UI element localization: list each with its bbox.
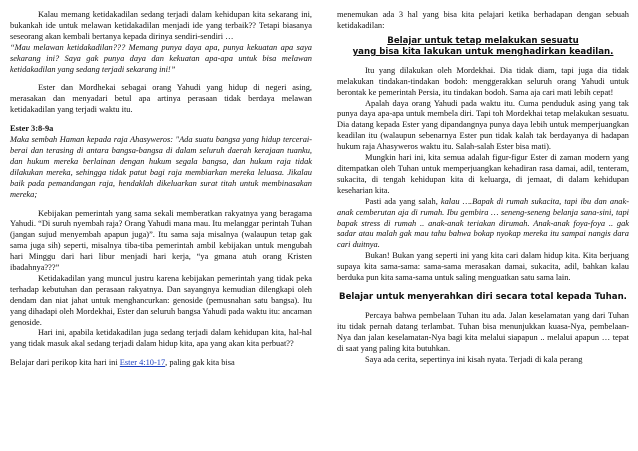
genocide-paragraph: Ketidakadilan yang muncul justru karena kebijakan pemerintah yang tidak peka terhadap kebutuhan dan perasaan rakyatnya. Dan sayangnya kemudian dilengkapi oleh dendam dan niat jahat untuk menghancurkan: genoside (pemusnahan satu bangsa). Itu yang dihadapi oleh Mordekhai, Ester dan seluruh bangsa Yahudi pada waktu itu: ancaman genoside.	[10, 273, 312, 327]
rhetorical-quote: “Mau melawan ketidakadilan??? Memang punya daya apa, punya kekuatan apa saya sekarang ini? Saya gak punya daya dan kekuatan apa-apa untuk bisa melawan ketidakadilan yang sedang terjadi sekarang ini!”	[10, 42, 312, 74]
mordekhai-action-paragraph: Itu yang dilakukan oleh Mordekhai. Dia tidak diam, tapi juga dia tidak melakukan tindakan-tindakan bodoh: menggerakkan seluruh orang Yahudi untuk berontak ke pemerintah Persia, itu tindakan bodoh. Sama aja cari mati lebih cepat!	[337, 65, 629, 97]
verse-reference: Ester 3:8-9a	[10, 124, 54, 134]
ester-mordekhai-paragraph: Ester dan Mordhekai sebagai orang Yahudi yang hidup di negeri asing, merasakan dan menyadari betul apa artinya perasaan tidak berdaya melawan ketidakadilan yang terjadi waktu itu.	[10, 83, 312, 115]
lesson-intro-text: Belajar dari perikop kita hari ini	[10, 358, 120, 368]
policy-paragraph: Kebijakan pemerintah yang sama sekali memberatkan rakyatnya yang beragama Yahudi. “Di suruh nyembah raja? Orang Yahudi mana mau. Itu melanggar perintah Tuhan (jangan sujud menyembah apapun juga)”. Itu sama saja misalnya (walaupun tetap gak sama juga sih) seperti, misalnya tiba-tiba pemerintah ambil kebijakan untuk mengubah hari Minggu dari hari libur menjadi hari kerja, “ya gmana atuh orang Kristen ibadahnya???”	[10, 208, 312, 273]
left-column	[10, 10, 312, 369]
family-paragraph-italic: kalau ….Bapak di rumah sukacita, tapi ibu dan anak-anak cemberutan aja di rumah. Ibu gembira … seneng-seneng belanja sana-sini, tapi bapak stress di rumah .. anak-anak teriakan dirumah. Anak-anak foya-foya .. gak sadar atau malah gak mau tahu bahwa bokap nyokap mereka itu sampai nangis dara cari duitnya.	[337, 196, 630, 250]
story-paragraph: Saya ada cerita, sepertinya ini kisah nyata. Terjadi di kala perang	[365, 354, 583, 364]
jewish-people-paragraph: Apalah daya orang Yahudi pada waktu itu. Cuma penduduk asing yang tak punya daya apa-apa untuk membela diri. Tapi toh Mordekhai tetap melakukan sesuatu. Dia datang kepada Ester yang dipandangnya punya daya lebih untuk memperjuangkan keadilan itu (walaupun sebenarnya Ester pun tidak kalah tak berdayanya di hadapan hukum raja Ahasyweros waktu itu. Salah-salah Ester bisa mati).	[337, 98, 629, 152]
question-paragraph: Hari ini, apabila ketidakadilan juga sedang terjadi dalam kehidupan kita, hal-hal yang tidak masuk akal sedang terjadi dalam hidup kita, apa yang akan kita perbuat??	[10, 328, 312, 349]
verse-text: Maka sembah Haman kepada raja Ahasyweros: "Ada suatu bangsa yang hidup tercerai-berai dan terasing di antara bangsa-bangsa di dalam seluruh daerah kerajaan tuanku, dan hukum mereka berlainan dengan hukum segala bangsa, dan hukum raja tidak dilakukan mereka, sehingga tidak patut bagi raja membiarkan mereka leluasa. Jikalau baik pada pemandangan raja, hendaklah dikeluarkan surat titah untuk membinasakan mereka;	[10, 135, 312, 199]
heading-lesson-two: Belajar untuk menyerahkan diri secara total kepada Tuhan.	[339, 291, 627, 302]
three-lessons-paragraph: menemukan ada 3 hal yang bisa kita pelajari ketika berhadapan dengan sebuah ketidakadilan:	[337, 10, 629, 30]
heading-lesson-one-line1: Belajar untuk tetap melakukan sesuatu	[387, 35, 579, 46]
lesson-intro-paragraph	[10, 358, 312, 369]
heading-lesson-one-line2: yang bisa kita lakukan untuk menghadirkan keadilan.	[352, 46, 614, 57]
heading-lesson-one	[337, 36, 629, 58]
scripture-link[interactable]: Ester 4:10-17	[119, 358, 166, 368]
family-paragraph	[337, 197, 629, 252]
intro-paragraph: Kalau memang ketidakadilan sedang terjadi dalam kehidupan kita sekarang ini, bukankah ide untuk melawan ketidakadilan menjadi ide yang terbaik?? Tetapi biasanya seseorang akan kembali bertanya kepada dirinya sendiri-sendiri …	[10, 10, 312, 41]
lesson-intro-tail: , paling gak kita bisa	[165, 358, 235, 368]
modern-ester-paragraph: Mungkin hari ini, kita semua adalah figur-figur Ester di zaman modern yang ditempatkan oleh Tuhan untuk memperjuangkan kehadiran rasa damai, adil, tenteram, sukacita, di tengah kehidupan kita di keluarga, di jemaat, di dalam kehidupan keseharian kita.	[337, 153, 629, 195]
together-paragraph: Bukan! Bukan yang seperti ini yang kita cari dalam hidup kita. Kita berjuang supaya kita sama-sama: sama-sama merasakan damai, sukacita, adil, bahkan kalau berduka pun kita sama-sama untuk saling menguatkan satu sama lain.	[337, 251, 629, 283]
right-column	[337, 10, 629, 365]
family-paragraph-lead: Pasti ada yang salah,	[365, 196, 441, 206]
faith-paragraph: Percaya bahwa pembelaan Tuhan itu ada. Jalan keselamatan yang dari Tuhan itu tidak pernah datang terlambat. Tuhan bisa menunjukkan kuasa-Nya, pembelaan-Nya dan jalan keselamatan-Nya bagi kita melalui siapapun .. melalui apapun … tepat di saat yang paling kita butuhkan.	[337, 310, 629, 353]
